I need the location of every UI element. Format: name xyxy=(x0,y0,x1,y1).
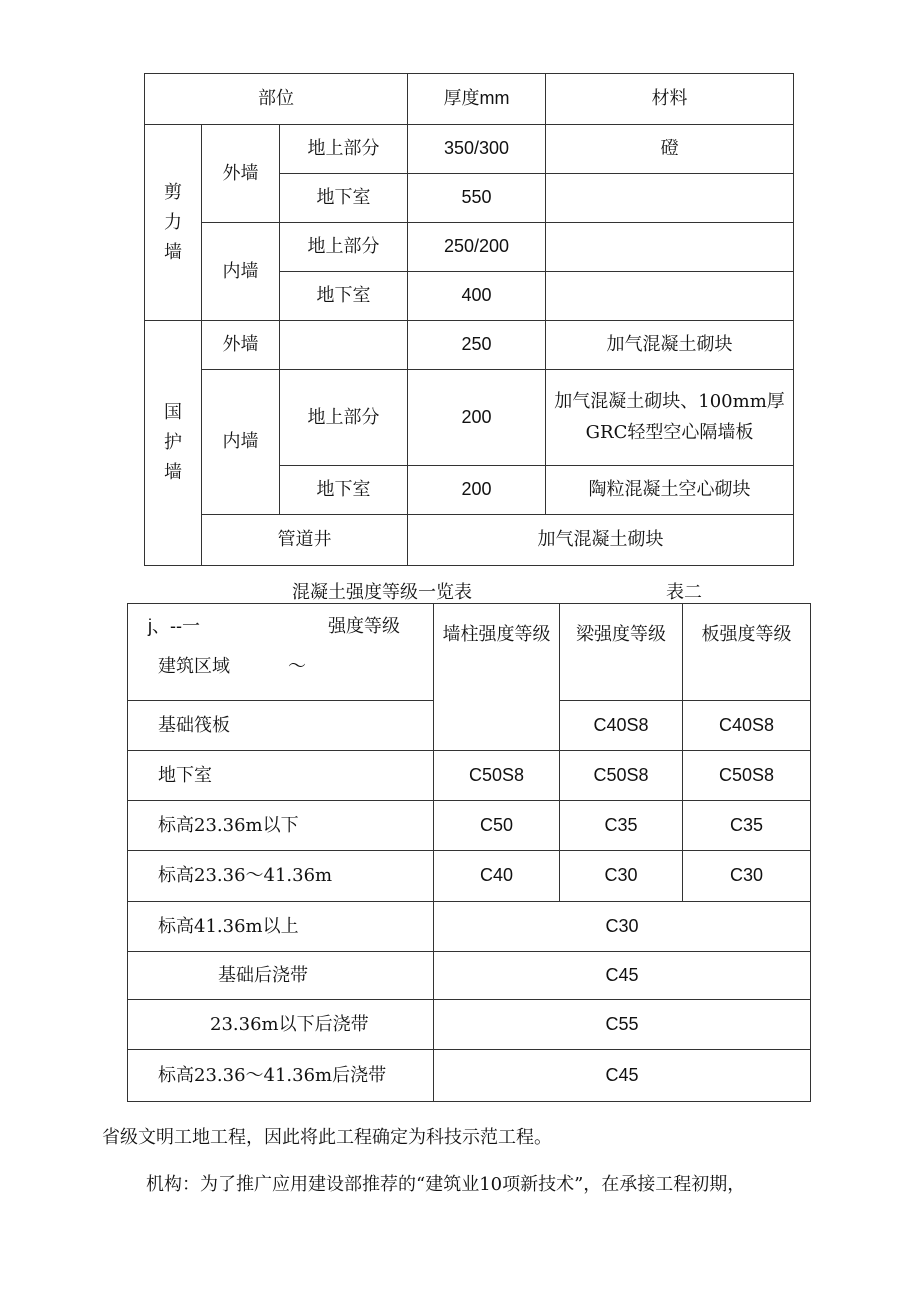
header-beam-grade: 梁强度等级 xyxy=(560,604,683,701)
row-slab: C35 xyxy=(683,801,811,851)
sw-inner-above: 地上部分 xyxy=(280,223,408,272)
en-outer-wall: 外墙 xyxy=(202,321,280,370)
empty-cell xyxy=(546,223,794,272)
empty-cell xyxy=(546,174,794,223)
row-area: 地下室 xyxy=(128,751,434,801)
row-beam: C35 xyxy=(560,801,683,851)
sw-outer-above-mat: 磴 xyxy=(546,125,794,174)
header-part: 部位 xyxy=(145,74,408,125)
row-slab: C30 xyxy=(683,851,811,902)
en-inner-base-mat: 陶粒混凝土空心砌块 xyxy=(546,466,794,515)
sw-inner-wall: 内墙 xyxy=(202,223,280,321)
sw-outer-base-thk: 550 xyxy=(408,174,546,223)
sw-outer-above-thk: 350/300 xyxy=(408,125,546,174)
empty-cell xyxy=(280,321,408,370)
row-all-grade: C55 xyxy=(434,1000,811,1050)
en-inner-above: 地上部分 xyxy=(280,370,408,466)
en-outer-thk: 250 xyxy=(408,321,546,370)
en-inner-above-mat: 加气混凝土砌块、100mm厚 GRC轻型空心隔墙板 xyxy=(546,370,794,466)
en-inner-base-thk: 200 xyxy=(408,466,546,515)
sw-inner-above-thk: 250/200 xyxy=(408,223,546,272)
header-wall-grade: 墙柱强度等级 xyxy=(434,604,560,751)
row-beam: C30 xyxy=(560,851,683,902)
row-all-grade: C45 xyxy=(434,952,811,1000)
paragraph: 省级文明工地工程，因此将此工程确定为科技示范工程。 xyxy=(102,1127,552,1148)
row-beam: C50S8 xyxy=(560,751,683,801)
sw-outer-wall: 外墙 xyxy=(202,125,280,223)
sw-inner-base-thk: 400 xyxy=(408,272,546,321)
pipe-shaft-mat: 加气混凝土砌块 xyxy=(408,515,794,566)
en-inner-wall: 内墙 xyxy=(202,370,280,515)
sw-outer-above: 地上部分 xyxy=(280,125,408,174)
en-outer-mat: 加气混凝土砌块 xyxy=(546,321,794,370)
header-thickness: 厚度mm xyxy=(408,74,546,125)
header-slab-grade: 板强度等级 xyxy=(683,604,811,701)
shear-wall-label: 剪 力 墙 xyxy=(145,125,202,321)
row-area: 基础筏板 xyxy=(128,701,434,751)
row-slab: C40S8 xyxy=(683,701,811,751)
row-area: 标高23.36～41.36m xyxy=(128,851,434,902)
paragraph: 机构：为了推广应用建设部推荐的“建筑业10项新技术”，在承接工程初期， xyxy=(146,1174,746,1195)
pipe-shaft: 管道井 xyxy=(202,515,408,566)
row-beam: C40S8 xyxy=(560,701,683,751)
row-all-grade: C30 xyxy=(434,902,811,952)
row-all-grade: C45 xyxy=(434,1050,811,1102)
row-area: 标高23.36～41.36m后浇带 xyxy=(128,1050,434,1102)
empty-cell xyxy=(546,272,794,321)
row-wall: C40 xyxy=(434,851,560,902)
enclosure-wall-label: 国 护 墙 xyxy=(145,321,202,566)
header-material: 材料 xyxy=(546,74,794,125)
en-inner-above-thk: 200 xyxy=(408,370,546,466)
row-area: 23.36m以下后浇带 xyxy=(128,1000,434,1050)
row-area: 标高23.36m以下 xyxy=(128,801,434,851)
row-wall: C50 xyxy=(434,801,560,851)
wall-thickness-table xyxy=(144,73,794,566)
en-inner-basement: 地下室 xyxy=(280,466,408,515)
row-slab: C50S8 xyxy=(683,751,811,801)
row-wall: C50S8 xyxy=(434,751,560,801)
row-area: 标高41.36m以上 xyxy=(128,902,434,952)
concrete-grade-table xyxy=(127,603,811,1102)
corner-header: j、--一 强度等级 建筑区域 ～ xyxy=(128,604,434,701)
row-area: 基础后浇带 xyxy=(128,952,434,1000)
sw-outer-basement: 地下室 xyxy=(280,174,408,223)
table-caption: 混凝土强度等级一览表 xyxy=(292,582,472,603)
sw-inner-basement: 地下室 xyxy=(280,272,408,321)
table-number: 表二 xyxy=(666,582,702,603)
